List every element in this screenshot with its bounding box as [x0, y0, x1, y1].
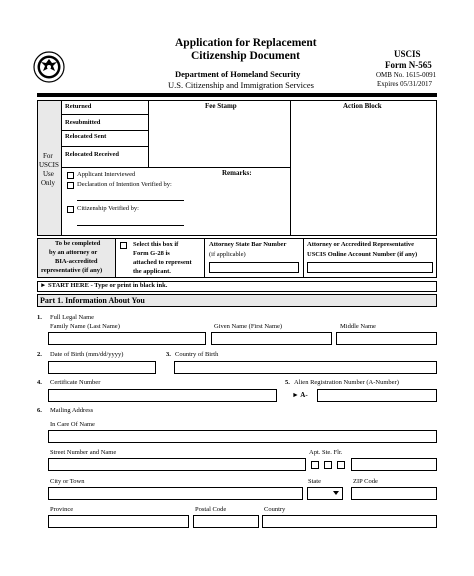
relocated-sent-label: Relocated Sent: [65, 133, 107, 140]
resubmitted-label: Resubmitted: [65, 119, 101, 126]
remarks-label: Remarks:: [222, 169, 252, 177]
q2-number: 2.: [37, 351, 42, 358]
postal-code-input[interactable]: [193, 515, 259, 528]
city-label: City or Town: [50, 478, 85, 485]
a-number-prefix: ► A-: [292, 391, 308, 399]
in-care-of-label: In Care Of Name: [50, 421, 95, 428]
dob-label: Date of Birth (mm/dd/yyyy): [50, 351, 124, 358]
divider: [61, 130, 148, 131]
street-input[interactable]: [48, 458, 306, 471]
state-label: State: [308, 478, 321, 485]
dob-input[interactable]: [48, 361, 156, 374]
given-name-label: Given Name (First Name): [214, 323, 283, 330]
full-legal-name-label: Full Legal Name: [50, 314, 95, 321]
mailing-address-label: Mailing Address: [50, 407, 94, 414]
q6-number: 6.: [37, 407, 42, 414]
returned-label: Returned: [65, 103, 92, 110]
omb-number: OMB No. 1615-0091: [376, 71, 437, 79]
country-birth-label: Country of Birth: [175, 351, 219, 358]
declaration-label: Declaration of Intention Verified by:: [77, 181, 172, 188]
attorney-text-2: by an attorney or: [49, 249, 98, 256]
chevron-down-icon[interactable]: [333, 491, 339, 495]
certificate-number-input[interactable]: [48, 389, 277, 402]
relocated-received-label: Relocated Received: [65, 151, 119, 158]
middle-name-label: Middle Name: [340, 323, 376, 330]
divider: [61, 100, 62, 236]
family-name-input[interactable]: [48, 332, 206, 345]
form-title-line1: Application for Replacement: [175, 37, 317, 49]
agency-name: U.S. Citizenship and Immigration Services: [168, 80, 314, 90]
declaration-checkbox[interactable]: [67, 182, 74, 189]
bar-number-hint: (if applicable): [209, 251, 246, 258]
citizenship-verified-label: Citizenship Verified by:: [77, 205, 139, 212]
country-birth-input[interactable]: [174, 361, 437, 374]
agency-code: USCIS: [394, 49, 421, 59]
divider: [115, 238, 116, 278]
q3-number: 3.: [166, 351, 171, 358]
given-name-input[interactable]: [211, 332, 332, 345]
attorney-text-3: BIA-accredited: [55, 258, 98, 265]
side-label-use: Use: [43, 170, 54, 178]
country-input[interactable]: [262, 515, 437, 528]
side-label-only: Only: [41, 179, 55, 187]
flr-checkbox[interactable]: [337, 461, 345, 469]
dhs-seal: [33, 51, 65, 83]
applicant-interviewed-label: Applicant Interviewed: [77, 171, 136, 178]
bar-number-input[interactable]: [209, 262, 299, 273]
attorney-text-4: representative (if any): [41, 267, 103, 274]
side-label-for: For: [43, 152, 53, 160]
applicant-interviewed-checkbox[interactable]: [67, 172, 74, 179]
department-name: Department of Homeland Security: [175, 69, 301, 79]
action-block-label: Action Block: [343, 102, 382, 110]
city-input[interactable]: [48, 487, 303, 500]
province-input[interactable]: [48, 515, 189, 528]
country-label: Country: [264, 506, 286, 513]
g28-text-2: Form G-28 is: [133, 250, 170, 257]
divider: [148, 100, 149, 167]
apt-number-input[interactable]: [351, 458, 437, 471]
header-rule: [37, 93, 437, 97]
side-label-uscis: USCIS: [39, 161, 59, 169]
expiration-date: Expires 05/31/2017: [377, 80, 433, 88]
q5-number: 5.: [285, 379, 290, 386]
q4-number: 4.: [37, 379, 42, 386]
q1-number: 1.: [37, 314, 42, 321]
certificate-number-label: Certificate Number: [50, 379, 101, 386]
zip-label: ZIP Code: [353, 478, 378, 485]
g28-checkbox[interactable]: [120, 242, 127, 249]
start-here-text: ► START HERE - Type or print in black ink.: [40, 282, 168, 289]
form-number: Form N-565: [385, 60, 432, 70]
rep-label-2: USCIS Online Account Number (if any): [307, 251, 418, 258]
divider: [303, 238, 304, 278]
citizenship-verified-checkbox[interactable]: [67, 206, 74, 213]
divider: [204, 238, 205, 278]
declaration-line: [77, 200, 184, 201]
bar-number-label: Attorney State Bar Number: [209, 241, 287, 248]
postal-code-label: Postal Code: [195, 506, 227, 513]
form-title-line2: Citizenship Document: [191, 50, 300, 62]
divider: [290, 100, 291, 236]
divider: [61, 146, 148, 147]
rep-label-1: Attorney or Accredited Representative: [307, 241, 415, 248]
rep-account-input[interactable]: [307, 262, 433, 273]
divider: [61, 167, 290, 168]
g28-text-3: attached to represent: [133, 259, 192, 266]
in-care-of-input[interactable]: [48, 430, 437, 443]
alien-reg-label: Alien Registration Number (A-Number): [294, 379, 399, 386]
ste-checkbox[interactable]: [324, 461, 332, 469]
fee-stamp-label: Fee Stamp: [205, 102, 237, 110]
citizenship-line: [77, 225, 184, 226]
middle-name-input[interactable]: [336, 332, 437, 345]
attorney-text-1: To be completed: [55, 240, 101, 247]
apt-ste-flr-label: Apt. Ste. Flr.: [309, 449, 343, 456]
a-number-input[interactable]: [317, 389, 437, 402]
apt-checkbox[interactable]: [311, 461, 319, 469]
street-label: Street Number and Name: [50, 449, 117, 456]
divider: [61, 114, 148, 115]
g28-text-1: Select this box if: [133, 241, 179, 248]
part1-title: Part 1. Information About You: [40, 296, 145, 305]
g28-text-4: the applicant.: [133, 268, 171, 275]
province-label: Province: [50, 506, 74, 513]
zip-input[interactable]: [351, 487, 437, 500]
family-name-label: Family Name (Last Name): [50, 323, 120, 330]
